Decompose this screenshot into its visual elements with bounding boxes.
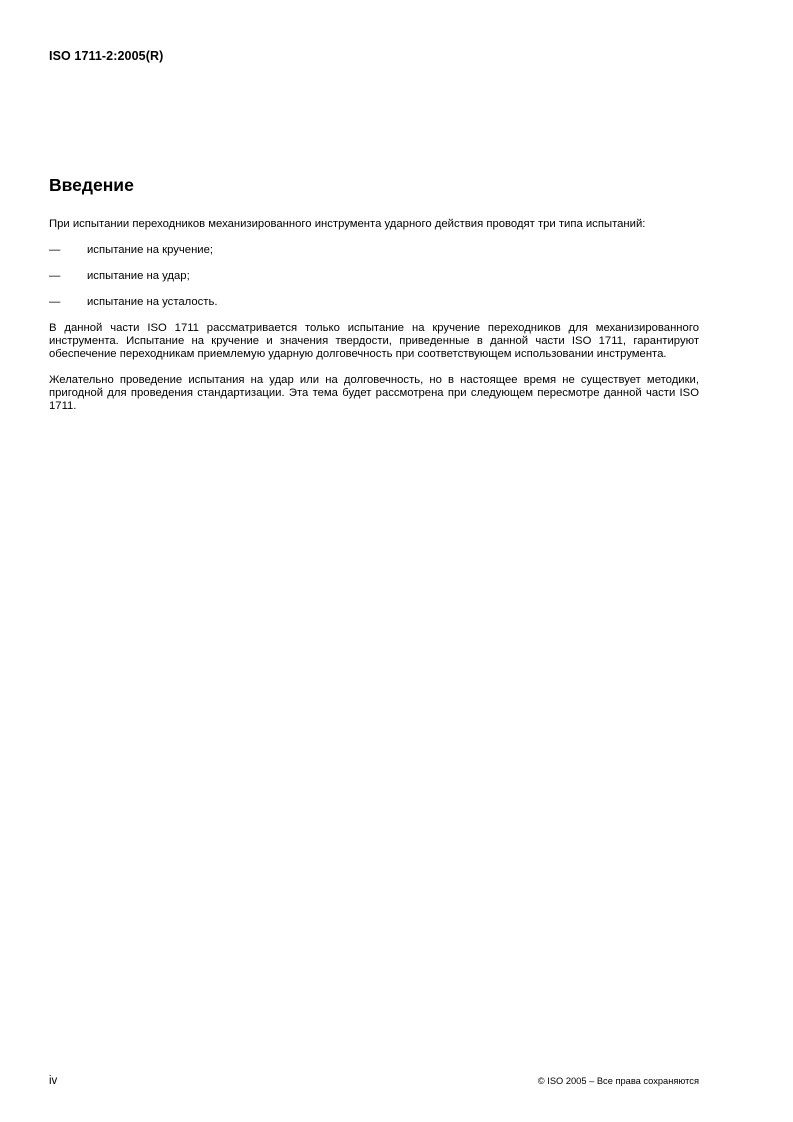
list-item-text: испытание на усталость. [87, 296, 218, 308]
scope-paragraph: В данной части ISO 1711 рассматривается только испытание на кручение переходников для механизированного инструмента. Испытание на кручение и значения твердости, приведенные в данной части ISO 1711, гарантируют обеспечение переходникам приемлемую ударную долговечность при соответствующем использовании инструмента. [49, 322, 699, 360]
list-item-text: испытание на кручение; [87, 244, 214, 256]
dash-bullet: — [49, 244, 61, 256]
page-number: iv [49, 1075, 58, 1087]
body-text [49, 218, 699, 426]
intro-paragraph: При испытании переходников механизированного инструмента ударного действия проводят три типа испытаний: [49, 218, 646, 230]
dash-bullet: — [49, 296, 61, 308]
list-item [49, 296, 699, 309]
dash-bullet: — [49, 270, 61, 282]
section-title: Введение [49, 175, 134, 195]
document-id-header: ISO 1711-2:2005(R) [49, 49, 164, 63]
future-work-paragraph: Желательно проведение испытания на удар или на долговечность, но в настоящее время не существует методики, пригодной для проведения стандартизации. Эта тема будет рассмотрена при следующем пересмотре данной части ISO 1711. [49, 374, 699, 412]
list-item [49, 244, 699, 257]
copyright-notice: © ISO 2005 – Все права сохраняются [537, 1076, 699, 1086]
list-item-text: испытание на удар; [87, 270, 190, 282]
list-item [49, 270, 699, 283]
test-types-list [49, 244, 699, 309]
